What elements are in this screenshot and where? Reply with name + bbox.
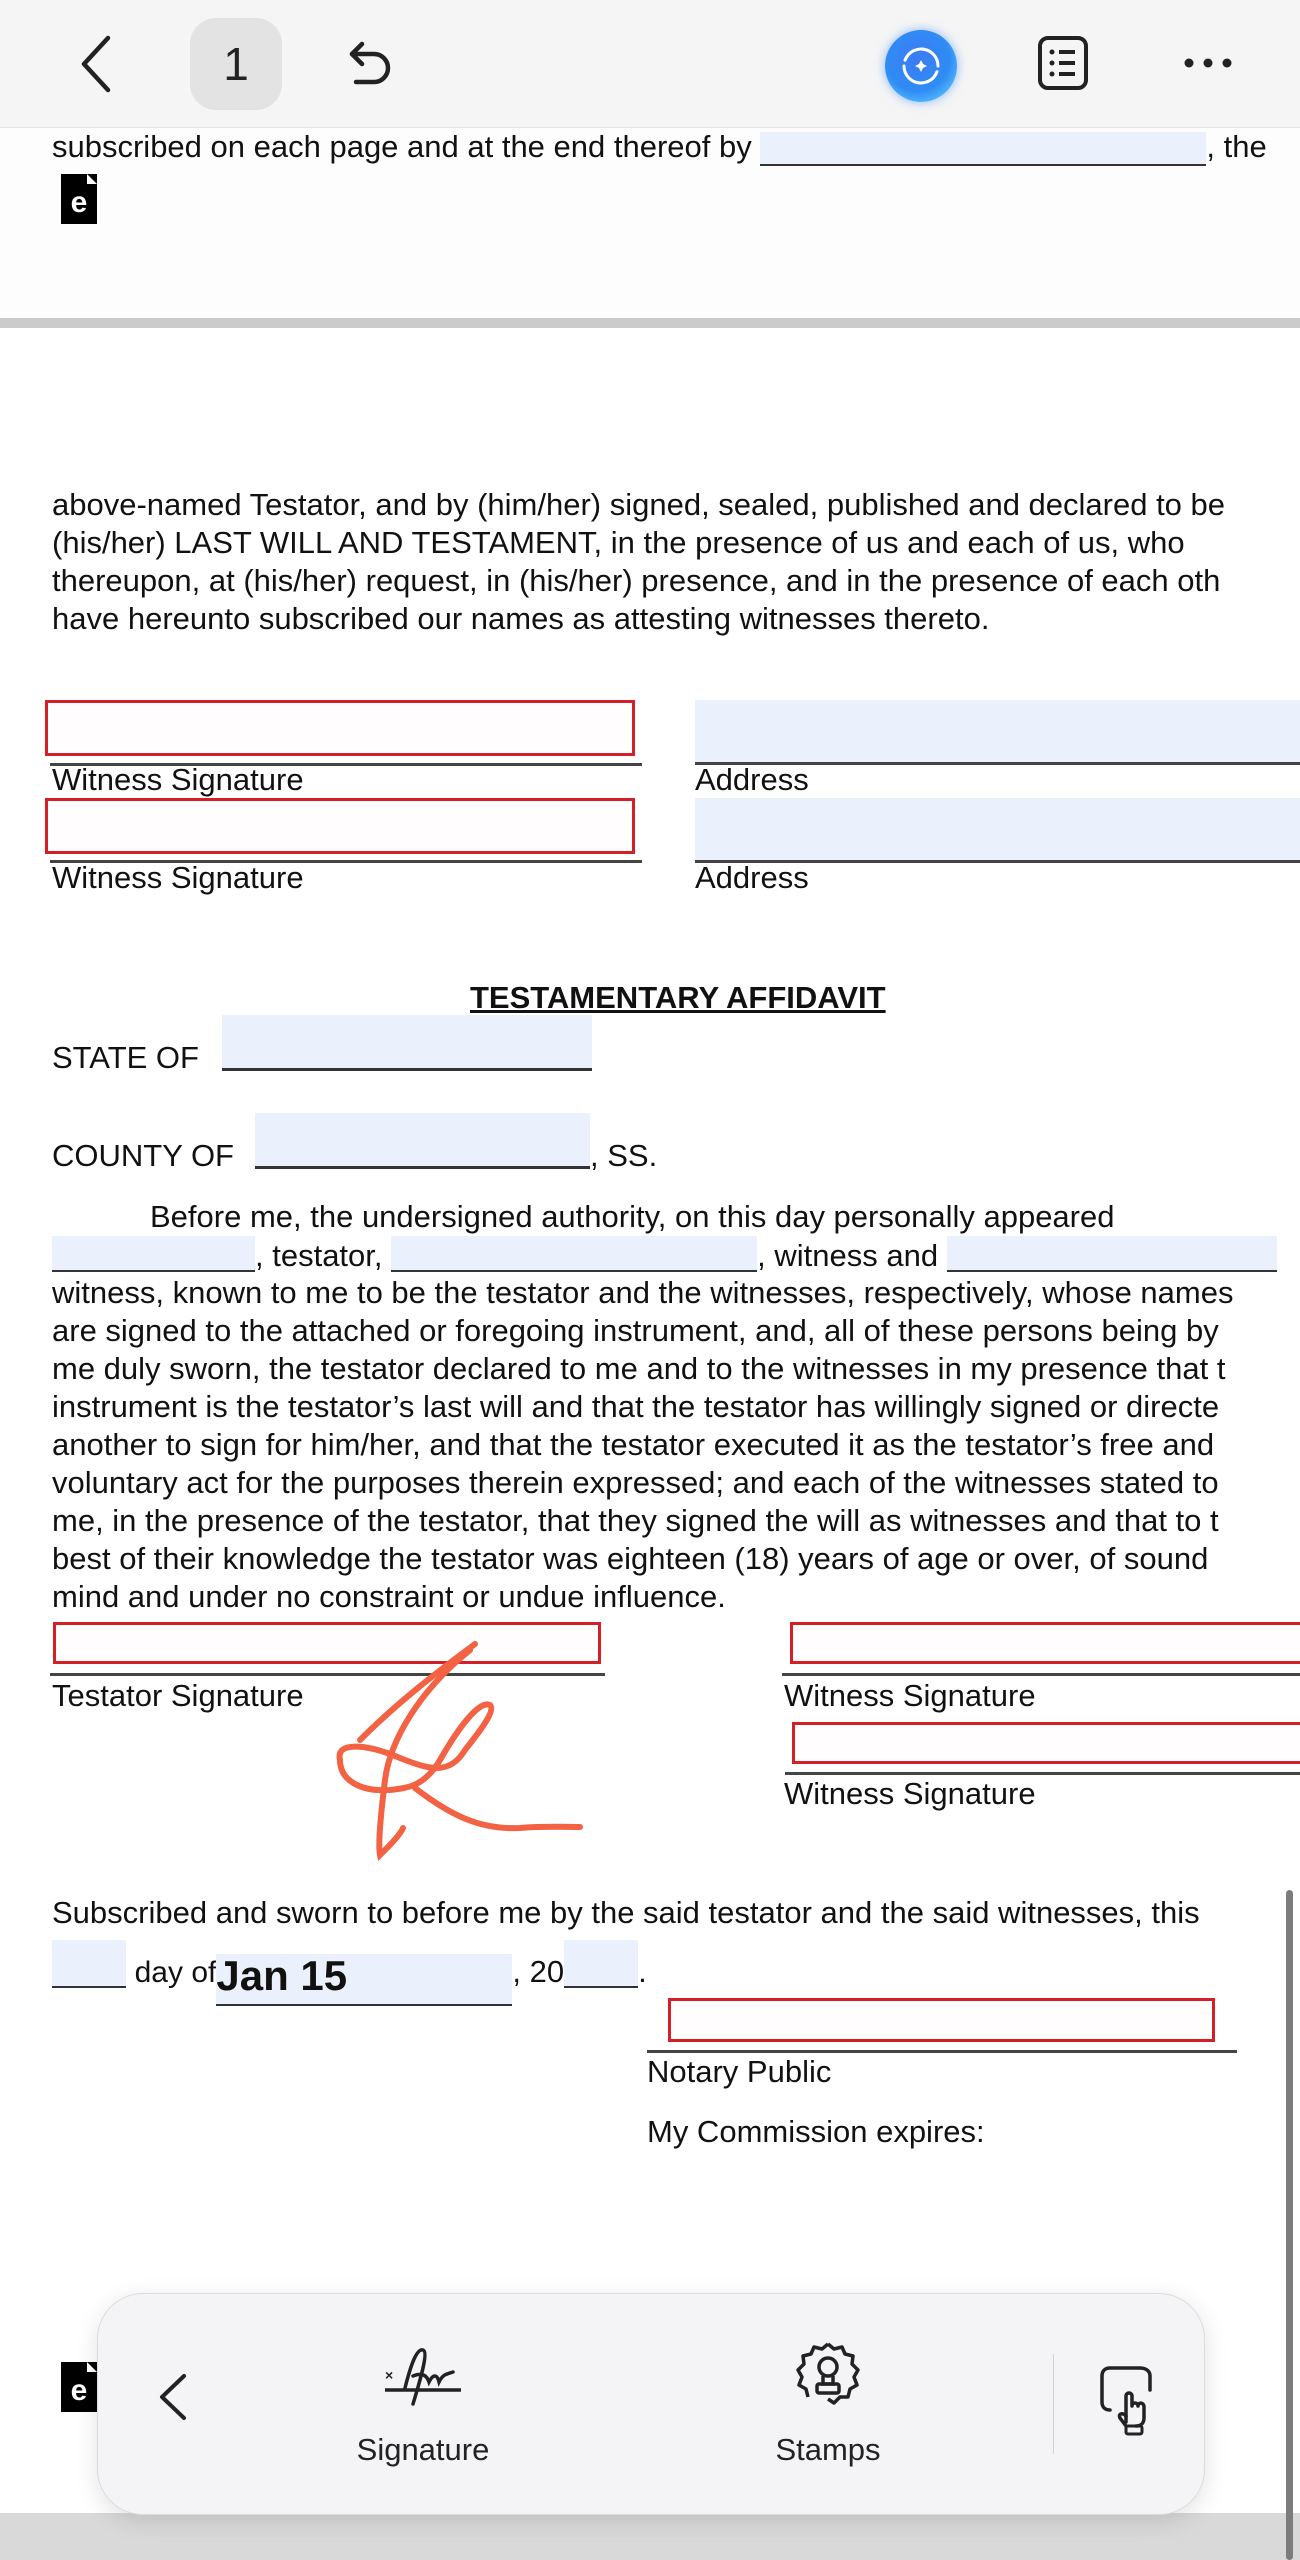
tap-select-icon — [1096, 2366, 1160, 2436]
county-suffix: , SS. — [590, 1138, 658, 1173]
attestation-line-3: thereupon, at (his/her) request, in (his/her) presence, and in the presence of each oth — [52, 563, 1221, 598]
appearing-parties-line — [52, 1236, 1277, 1275]
badge-letter: e — [70, 2374, 88, 2407]
affidavit-intro-line: Before me, the undersigned authority, on this day personally appeared — [150, 1199, 1115, 1234]
testator-label: , testator, — [255, 1238, 383, 1273]
signature-icon — [383, 2344, 463, 2410]
handwritten-signature-annotation[interactable] — [300, 1630, 600, 1870]
day-field[interactable] — [52, 1940, 126, 1988]
undo-button[interactable] — [340, 34, 400, 94]
witness-1-address-label: Address — [695, 762, 809, 797]
month-field[interactable]: Jan 15 — [216, 1954, 512, 2006]
page1-text-line — [52, 128, 1267, 166]
affidavit-witness-2-signature-field[interactable] — [792, 1722, 1300, 1764]
document-page-1 — [0, 128, 1300, 318]
svg-text:×: × — [385, 2367, 394, 2383]
witness-1-signature-field[interactable] — [45, 700, 635, 756]
stamps-tool-button[interactable] — [728, 2340, 928, 2468]
affidavit-body-line-2: are signed to the attached or foregoing instrument, and, all of these persons being by — [52, 1313, 1219, 1348]
document-badge-icon[interactable] — [61, 174, 97, 224]
document-page-2 — [0, 328, 1300, 2560]
state-of-label: STATE OF — [52, 1040, 199, 1075]
affidavit-witness-1-signature-label: Witness Signature — [784, 1678, 1036, 1713]
signature-tool-button[interactable] — [323, 2344, 523, 2468]
notary-signature-field[interactable] — [668, 1998, 1215, 2042]
signature-tool-label: Signature — [356, 2432, 490, 2467]
document-badge-icon[interactable] — [61, 2362, 97, 2412]
annotation-tool-panel — [97, 2293, 1205, 2515]
ai-assistant-icon — [896, 41, 946, 91]
day-of-label: day of — [134, 1956, 217, 1989]
witness-2-address-label: Address — [695, 860, 809, 895]
witness-2-address-field[interactable] — [695, 798, 1300, 860]
sentence-period: . — [638, 1954, 647, 1989]
affidavit-body-line-9: mind and under no constraint or undue influence. — [52, 1579, 726, 1614]
signature-line — [782, 1673, 1300, 1676]
back-button[interactable] — [66, 30, 126, 98]
chevron-left-icon — [78, 34, 114, 94]
witness-1-signature-label: Witness Signature — [52, 762, 304, 797]
attestation-line-4: have hereunto subscribed our names as attesting witnesses thereto. — [52, 601, 990, 636]
attestation-line-2: (his/her) LAST WILL AND TESTAMENT, in the presence of us and each of us, who — [52, 525, 1185, 560]
page-number-indicator[interactable]: 1 — [190, 18, 282, 110]
top-toolbar — [0, 0, 1300, 128]
affidavit-body-line-8: best of their knowledge the testator was eighteen (18) years of age or over, of sound — [52, 1541, 1209, 1576]
witness-and-label: , witness and — [757, 1238, 939, 1273]
commission-expires-label: My Commission expires: — [647, 2114, 985, 2149]
list-icon — [1037, 35, 1089, 91]
sworn-date-line — [52, 1940, 647, 2006]
notary-public-label: Notary Public — [647, 2054, 832, 2089]
affidavit-body-line-5: another to sign for him/her, and that the testator executed it as the testator’s free and — [52, 1427, 1215, 1462]
affidavit-body-line-1: witness, known to me to be the testator and the witnesses, respectively, whose names — [52, 1275, 1234, 1310]
affidavit-witness-2-signature-label: Witness Signature — [784, 1776, 1036, 1811]
ai-assistant-button[interactable] — [885, 30, 957, 102]
chevron-left-icon — [158, 2372, 188, 2422]
county-of-label: COUNTY OF — [52, 1138, 234, 1173]
affidavit-witness-1-signature-field[interactable] — [790, 1622, 1300, 1664]
testator-signature-label: Testator Signature — [52, 1678, 304, 1713]
witness-2-signature-label: Witness Signature — [52, 860, 304, 895]
county-field[interactable] — [255, 1113, 590, 1169]
witness-1-name-field[interactable] — [391, 1236, 757, 1272]
stamps-tool-label: Stamps — [775, 2432, 881, 2467]
state-field[interactable] — [222, 1015, 592, 1071]
affidavit-body-line-4: instrument is the testator’s last will and that the testator has willingly signed or directe — [52, 1389, 1220, 1424]
testator-name-field[interactable] — [52, 1236, 255, 1272]
tool-panel-back-button[interactable] — [158, 2372, 188, 2422]
vertical-scrollbar[interactable] — [1286, 1890, 1293, 2560]
year-field[interactable] — [564, 1940, 638, 1988]
signature-line — [785, 1772, 1300, 1775]
witness-2-signature-field[interactable] — [45, 798, 635, 854]
attestation-line-1: above-named Testator, and by (him/her) signed, sealed, published and declared to be — [52, 487, 1226, 522]
affidavit-heading: TESTAMENTARY AFFIDAVIT — [470, 980, 886, 1015]
more-horizontal-icon — [1183, 57, 1233, 69]
page-separator — [0, 318, 1300, 328]
affidavit-body-line-6: voluntary act for the purposes therein expressed; and each of the witnesses stated to — [52, 1465, 1219, 1500]
witness-1-address-field[interactable] — [695, 700, 1300, 762]
tap-select-tool-button[interactable] — [1096, 2366, 1160, 2436]
bottom-bar — [0, 2513, 1300, 2560]
page1-line-suffix: , the — [1206, 129, 1267, 164]
signature-line — [647, 2050, 1237, 2053]
panel-divider — [1053, 2354, 1054, 2454]
more-options-button[interactable] — [1175, 30, 1241, 96]
affidavit-body-line-3: me duly sworn, the testator declared to me and to the witnesses in my presence that t — [52, 1351, 1226, 1386]
witness-2-name-field[interactable] — [947, 1236, 1277, 1272]
sworn-statement-line: Subscribed and sworn to before me by the said testator and the said witnesses, this — [52, 1895, 1200, 1930]
year-prefix: , 20 — [512, 1954, 565, 1989]
page1-line-text: subscribed on each page and at the end thereof by — [52, 129, 752, 164]
stamp-icon — [793, 2340, 863, 2410]
outline-button[interactable] — [1030, 30, 1096, 96]
badge-letter: e — [70, 186, 88, 219]
affidavit-body-line-7: me, in the presence of the testator, that they signed the will as witnesses and that to t — [52, 1503, 1219, 1538]
signer-name-field[interactable] — [760, 132, 1206, 166]
undo-icon — [342, 36, 398, 92]
